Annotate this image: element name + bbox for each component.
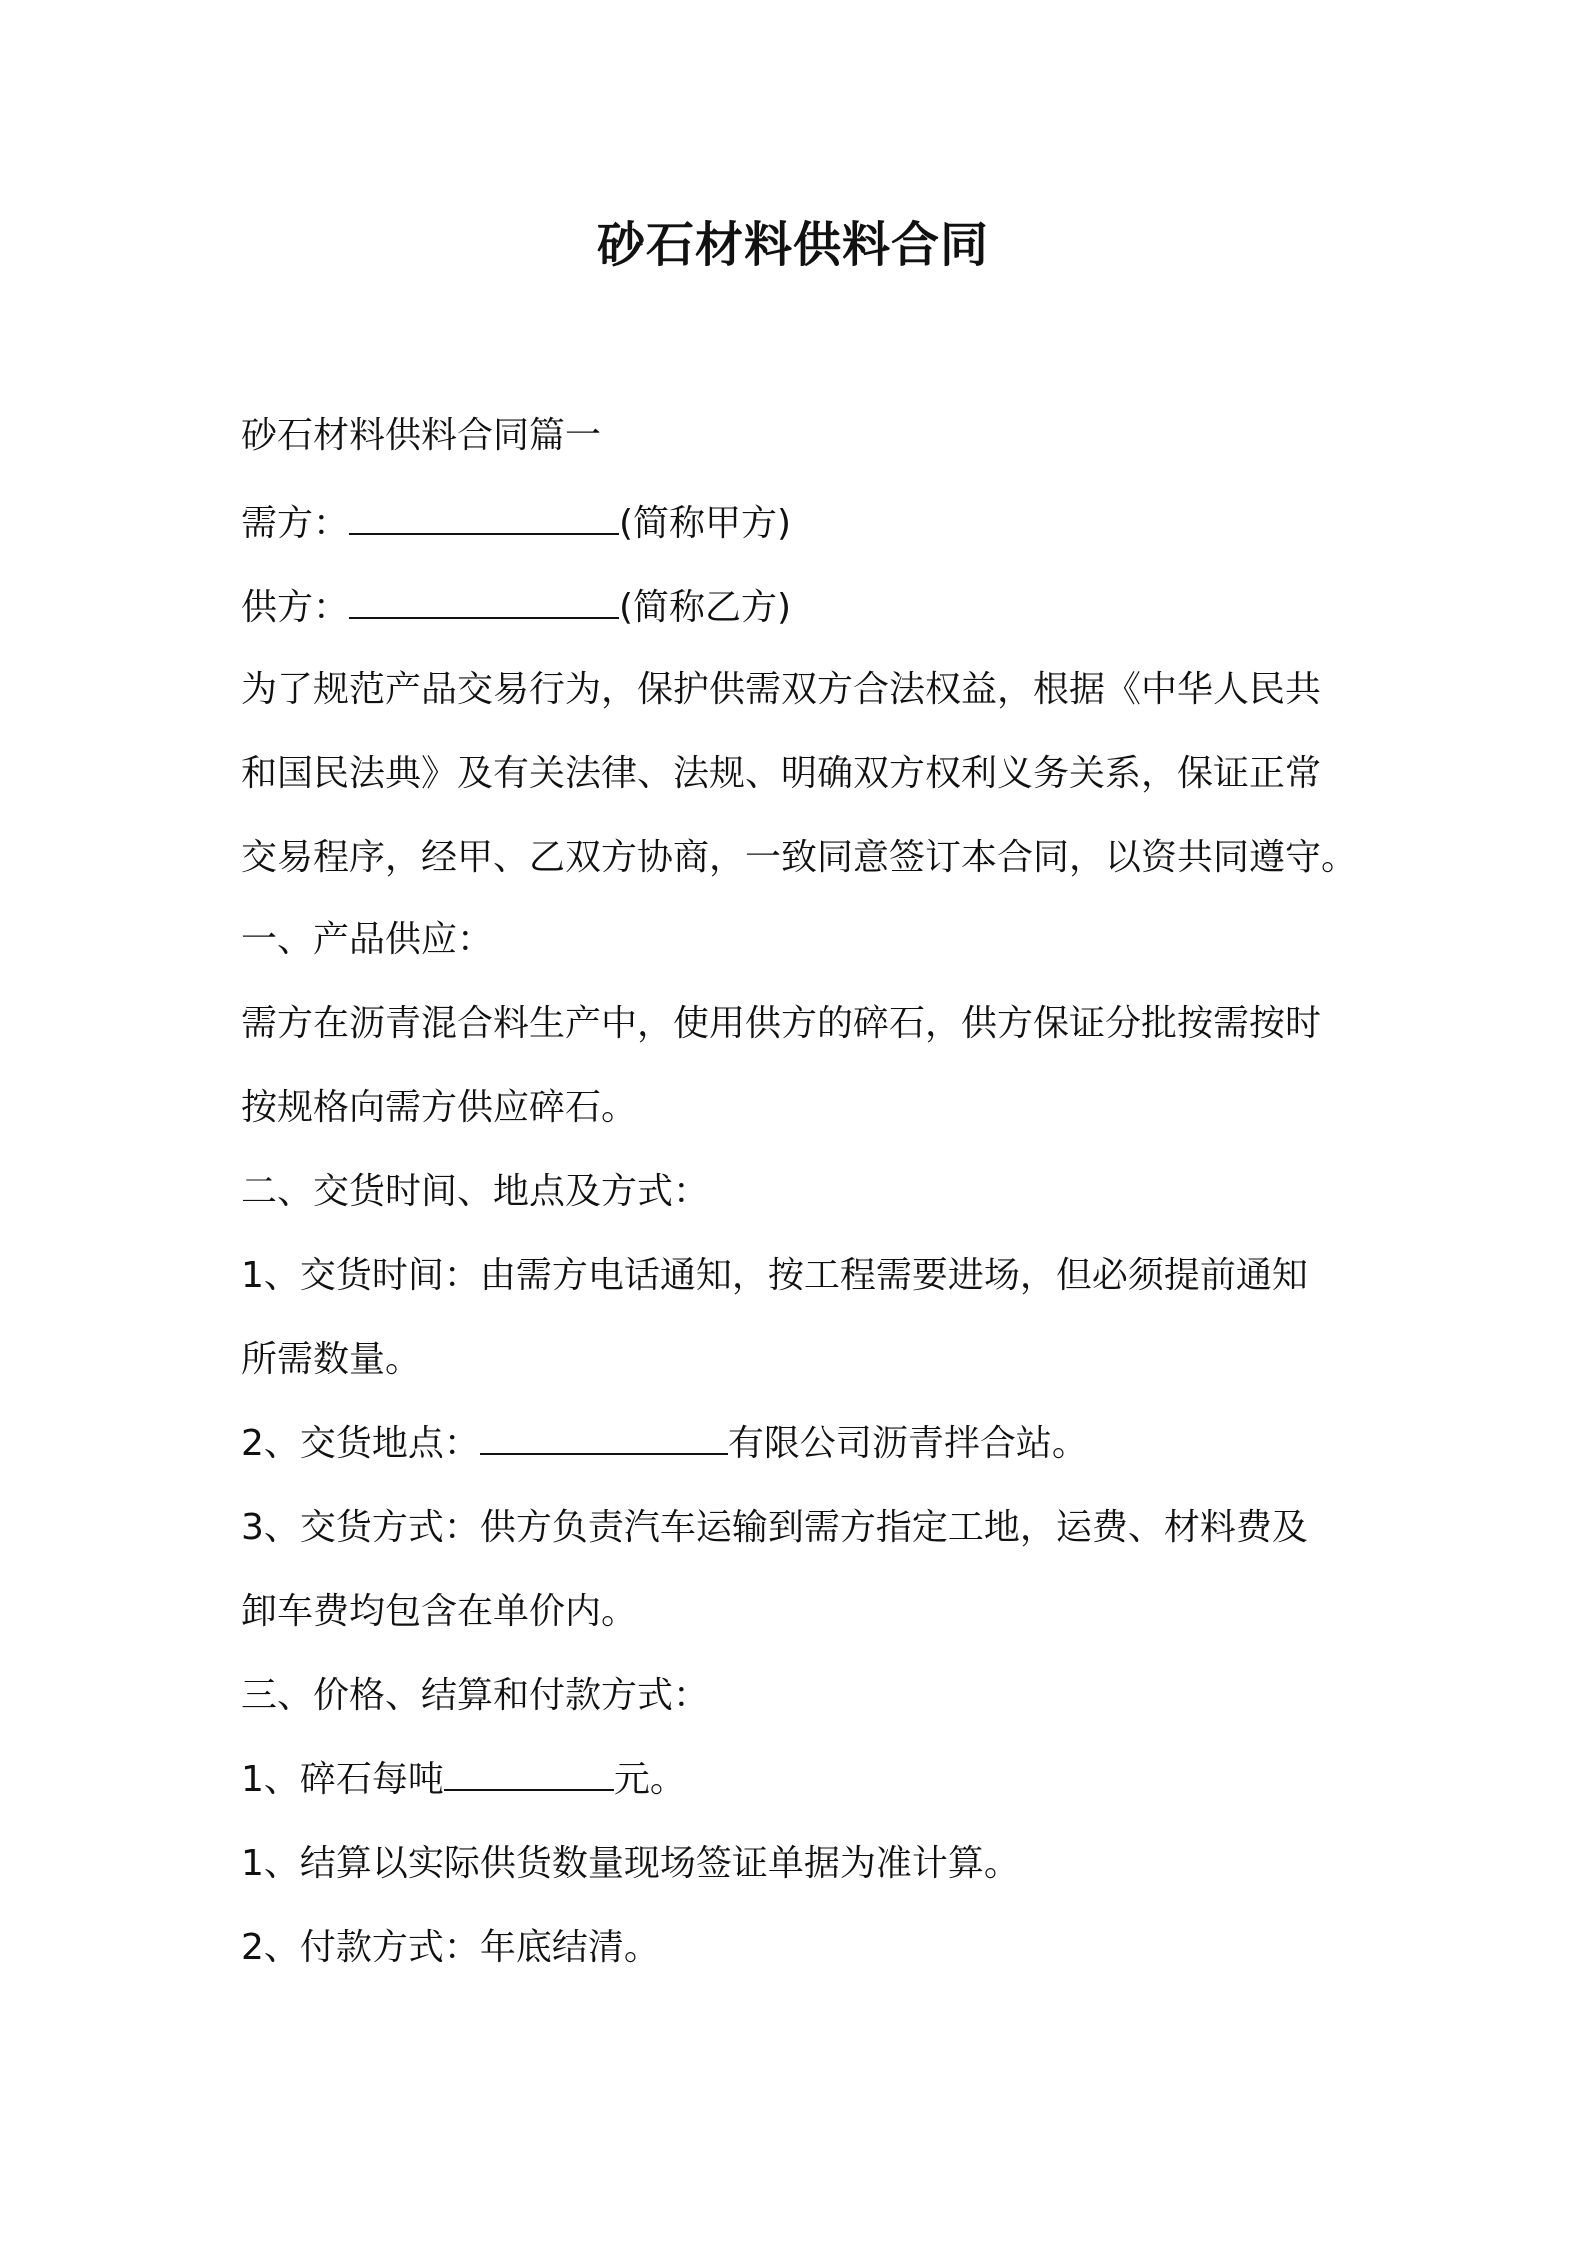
section-title: 砂石材料供料合同篇一 — [241, 415, 602, 456]
delivery-time-line: 1、交货时间：由需方电话通知，按工程需要进场，但必须提前通知 — [241, 1255, 1308, 1296]
delivery-method-line: 3、交货方式：供方负责汽车运输到需方指定工地，运费、材料费及 — [241, 1507, 1308, 1548]
intro-line: 和国民法典》及有关法律、法规、明确双方权利义务关系，保证正常 — [241, 753, 1322, 794]
buyer-blank — [349, 499, 619, 535]
supplier-line — [241, 582, 1361, 634]
price-blank — [444, 1755, 614, 1791]
settlement-line: 1、结算以实际供货数量现场签证单据为准计算。 — [241, 1843, 1020, 1884]
delivery-method-line: 卸车费均包含在单价内。 — [241, 1591, 638, 1632]
article1-body-line: 按规格向需方供应碎石。 — [241, 1087, 638, 1128]
delivery-place-prefix: 2、交货地点： — [241, 1423, 480, 1464]
supplier-label: 供方： — [241, 587, 350, 628]
buyer-suffix: (简称甲方) — [619, 503, 792, 544]
delivery-time-line: 所需数量。 — [241, 1339, 422, 1380]
delivery-place-line — [241, 1418, 1361, 1470]
article3-heading: 三、价格、结算和付款方式： — [241, 1675, 710, 1716]
delivery-place-blank — [480, 1419, 728, 1455]
supplier-suffix: (简称乙方) — [619, 587, 792, 628]
document-title: 砂石材料供料合同 — [596, 217, 989, 273]
article1-heading: 一、产品供应： — [241, 919, 494, 960]
intro-line: 交易程序，经甲、乙双方协商，一致同意签订本合同，以资共同遵守。 — [241, 837, 1358, 878]
supplier-blank — [349, 583, 619, 619]
article2-heading: 二、交货时间、地点及方式： — [241, 1171, 710, 1212]
price-suffix: 元。 — [613, 1759, 686, 1800]
payment-line: 2、付款方式：年底结清。 — [241, 1927, 660, 1968]
buyer-label: 需方： — [241, 503, 350, 544]
price-prefix: 1、碎石每吨 — [241, 1759, 444, 1800]
intro-line: 为了规范产品交易行为，保护供需双方合法权益，根据《中华人民共 — [241, 669, 1322, 710]
buyer-line — [241, 498, 1361, 550]
delivery-place-suffix: 有限公司沥青拌合站。 — [727, 1423, 1088, 1464]
article1-body-line: 需方在沥青混合料生产中，使用供方的碎石，供方保证分批按需按时 — [241, 1003, 1322, 1044]
price-line — [241, 1754, 1361, 1806]
